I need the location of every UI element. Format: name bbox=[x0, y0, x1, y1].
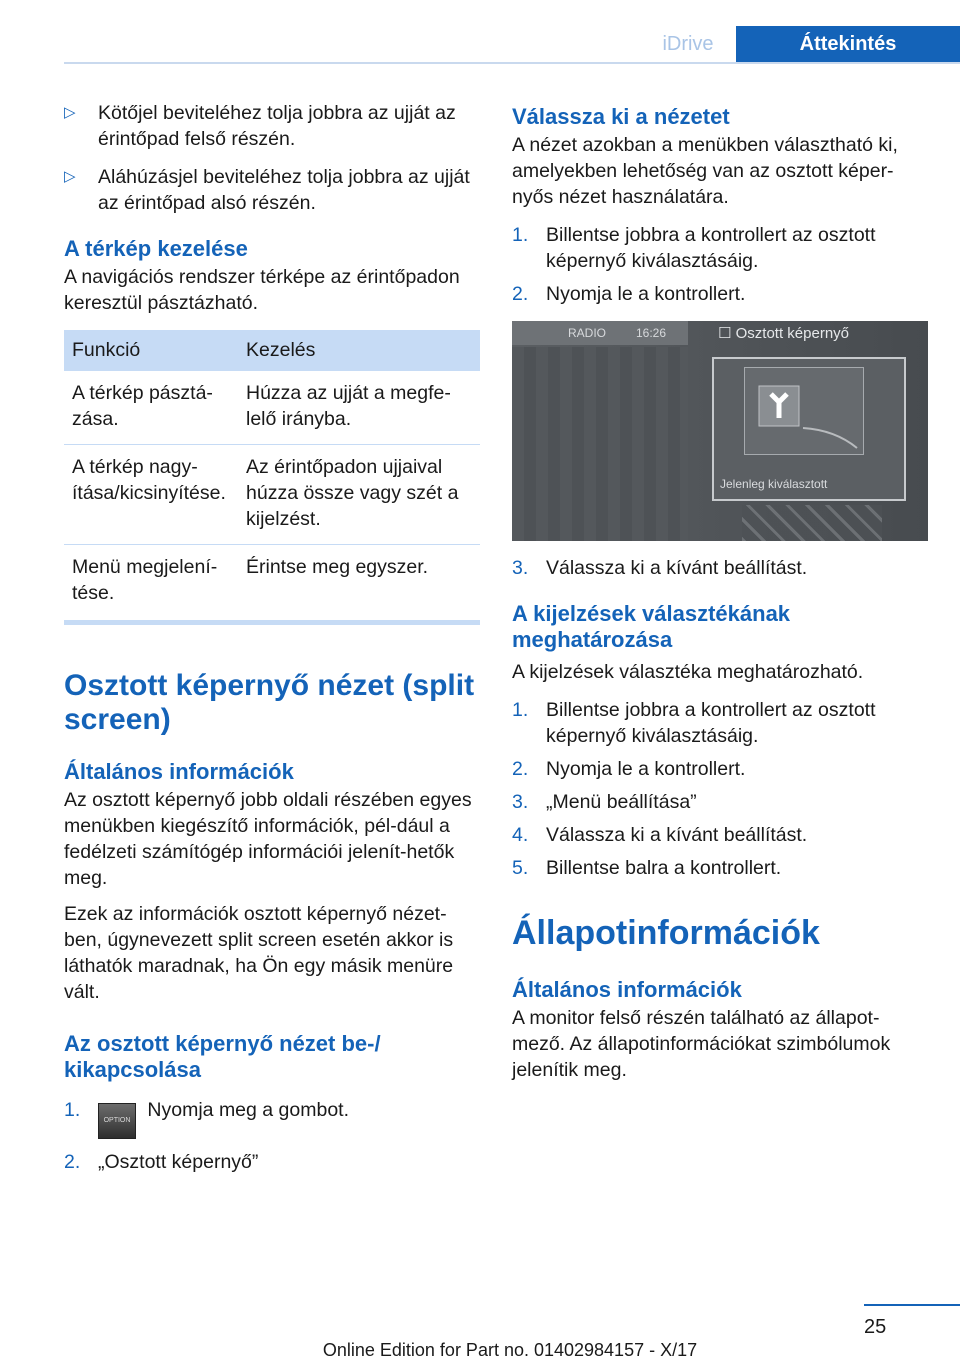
triangle-bullet-icon: ▷ bbox=[64, 104, 76, 121]
view-step-3 bbox=[512, 555, 928, 581]
step-number: 2. bbox=[512, 283, 529, 305]
list-item: 3. „Menü beállítása” bbox=[512, 791, 697, 813]
footer-edition: Online Edition for Part no. 01402984157 - X/17 bbox=[322, 1340, 698, 1360]
step-number: 3. bbox=[512, 557, 529, 579]
status-heading: Állapotinformációk bbox=[512, 914, 820, 952]
list-item: 1. Billentse jobbra a kontrollert az osztott képernyő kiválasztásáig. bbox=[512, 224, 876, 272]
table-header: Kezelés bbox=[238, 330, 480, 371]
left-column bbox=[64, 100, 480, 1182]
list-item: 1. Billentse jobbra a kontrollert az osztott képernyő kiválasztásáig. bbox=[512, 699, 876, 747]
table-cell: Menü megjelení-tése. bbox=[72, 556, 218, 604]
triangle-bullet-icon: ▷ bbox=[64, 168, 76, 185]
map-heading: A térkép kezelése bbox=[64, 236, 248, 261]
table-cell: Húzza az ujját a megfe-lelő irányba. bbox=[238, 371, 480, 445]
step-number: 4. bbox=[512, 824, 529, 846]
screen-left-background bbox=[512, 347, 688, 541]
list-item: 3. Válassza ki a kívánt beállítást. bbox=[512, 557, 808, 579]
view-steps bbox=[512, 222, 928, 307]
step-number: 1. bbox=[512, 224, 529, 246]
view-text: A nézet azokban a menükben választható ki, amelyekben lehetőség van az osztott képer-nyős nézet használatára. bbox=[512, 134, 898, 208]
table-cell: A térkép pásztá-zása. bbox=[64, 371, 238, 445]
status-text: A monitor felső részén található az állapot-mező. Az állapotinformációkat szimbólumok jelenítik meg. bbox=[512, 1007, 891, 1081]
table-row bbox=[64, 371, 480, 445]
header-tab-attekintes: Áttekintés bbox=[736, 26, 960, 62]
table-header-row bbox=[64, 330, 480, 371]
list-item: 4. Válassza ki a kívánt beállítást. bbox=[512, 824, 808, 846]
table-row bbox=[64, 545, 480, 619]
step-number: 5. bbox=[512, 857, 529, 879]
list-item: 1. OPTION Nyomja meg a gombot. bbox=[64, 1097, 480, 1139]
function-table bbox=[64, 330, 480, 618]
table-cell: Az érintőpadon ujjaival húzza össze vagy szét a kijelzést. bbox=[238, 445, 480, 545]
general-info-heading: Általános információk bbox=[64, 759, 294, 784]
toggle-heading: Az osztott képernyő nézet be-/ kikapcsolása bbox=[64, 1031, 381, 1082]
view-heading: Válassza ki a nézetet bbox=[512, 104, 730, 129]
list-item: ▷ Aláhúzásjel beviteléhez tolja jobbra az ujját az érintőpad alsó részén. bbox=[64, 166, 470, 214]
list-item: 2. Nyomja le a kontrollert. bbox=[512, 758, 746, 780]
screen-time: 16:26 bbox=[636, 326, 667, 340]
table-row bbox=[64, 445, 480, 545]
screen-status-bar bbox=[512, 321, 688, 345]
table-bottom-rule bbox=[64, 620, 480, 625]
range-text: A kijelzések választéka meghatározható. bbox=[512, 661, 864, 683]
page-number: 25 bbox=[864, 1316, 887, 1338]
split-screen-heading: Osztott képernyő nézet (split screen) bbox=[64, 669, 475, 736]
screen-thumbnail bbox=[744, 367, 864, 455]
step-number: 2. bbox=[512, 758, 529, 780]
table-cell: A térkép nagy-ítása/kicsinyítése. bbox=[64, 445, 238, 545]
split-screen-image bbox=[512, 321, 928, 541]
general-info-text-2: Ezek az információk osztott képernyő nézet-ben, úgynevezett split screen esetén akkor is láthatók maradnak, ha Ön egy másik menüre vált. bbox=[64, 903, 454, 1003]
header-divider bbox=[64, 62, 960, 64]
list-item: 2. „Osztott képernyő” bbox=[64, 1151, 259, 1173]
status-general-heading: Általános információk bbox=[512, 977, 742, 1002]
list-item: 2. Nyomja le a kontrollert. bbox=[512, 283, 746, 305]
option-button-icon: OPTION bbox=[98, 1103, 136, 1139]
range-steps bbox=[512, 697, 928, 881]
screen-selection-panel bbox=[712, 357, 906, 501]
table-cell: Érintse meg egyszer. bbox=[246, 556, 429, 578]
screen-caption: Jelenleg kiválasztott bbox=[720, 477, 828, 491]
toggle-steps bbox=[64, 1097, 480, 1175]
table-header: Funkció bbox=[64, 330, 238, 371]
screen-title: ☐ Osztott képernyő bbox=[718, 325, 850, 342]
map-text: A navigációs rendszer térképe az érintőpadon keresztül pásztázható. bbox=[64, 266, 460, 314]
header-tab-idrive: iDrive bbox=[662, 33, 714, 55]
bullet-list bbox=[64, 100, 480, 216]
step-number: 2. bbox=[64, 1151, 81, 1173]
list-item: 5. Billentse balra a kontrollert. bbox=[512, 857, 782, 879]
right-column bbox=[512, 100, 928, 1083]
map-arrow-icon bbox=[745, 368, 863, 454]
general-info-text-1: Az osztott képernyő jobb oldali részében egyes menükben kiegészítő információk, pél-dául a fedélzeti számítógép információi jelenít-hetők meg. bbox=[64, 789, 472, 889]
screen-bottom-pattern bbox=[742, 505, 882, 541]
step-number: 1. bbox=[512, 699, 529, 721]
step-number: 3. bbox=[512, 791, 529, 813]
range-heading: A kijelzések választékának meghatározása bbox=[512, 601, 791, 652]
screen-radio-label: RADIO bbox=[568, 326, 607, 340]
list-item: ▷ Kötőjel beviteléhez tolja jobbra az ujját az érintőpad felső részén. bbox=[64, 102, 456, 150]
step-number: 1. bbox=[64, 1099, 81, 1121]
footer-rule bbox=[864, 1304, 960, 1306]
